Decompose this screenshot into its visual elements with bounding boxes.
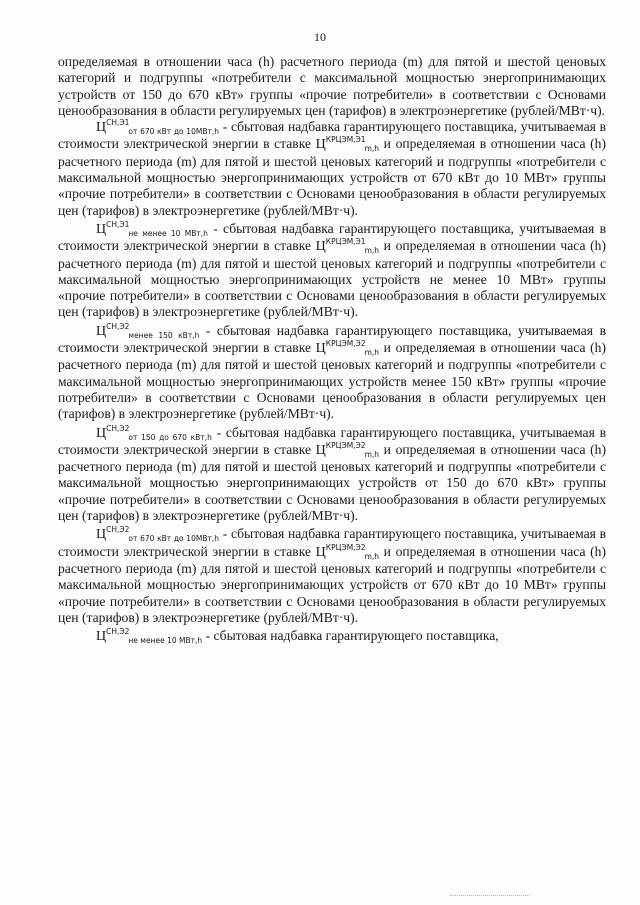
definition-text-cont: и определяемая в отношении часа (h) расчетного периода (m) для пятой и шестой ценовых категорий и подгруппы «потребители с максимальной мощностью энергопринимающих устройств от 150 до 670 кВт» группы «прочие потребители» в соответствии с Основами ценообразования в области регулируемых цен (тарифов) в электроэнергетике (рублей/МВт·ч). <box>58 441 606 524</box>
definition-paragraph <box>58 119 606 219</box>
formula-symbol: $Ц^{СН,Э2}_{не менее 10 МВт,h}$ <box>96 627 203 646</box>
rate-symbol: $Ц^{КРЦЭМ,Э2}_{m,h}$ <box>315 339 380 358</box>
definition-text-cont: и определяемая в отношении часа (h) расчетного периода (m) для пятой и шестой ценовых категорий и подгруппы «потребители с максимальной мощностью энергопринимающих устройств не менее 10 МВт» группы «прочие потребители» в соответствии с Основами ценообразования в области регулируемых цен (тарифов) в электроэнергетике (рублей/МВт·ч). <box>58 238 606 320</box>
paragraph-continuation <box>58 54 606 119</box>
rate-symbol: $Ц^{КРЦЭМ,Э1}_{m,h}$ <box>315 135 380 154</box>
rate-symbol: $Ц^{КРЦЭМ,Э1}_{m,h}$ <box>315 237 380 256</box>
definition-text: - сбытовая надбавка гарантирующего поставщика, <box>205 628 499 644</box>
definition-text: - сбытовая надбавка гарантирующего поставщика, учитываемая в стоимости электрической энергии в ставке <box>58 322 606 356</box>
definition-text: - сбытовая надбавка гарантирующего поставщика, учитываемая в стоимости электрической энергии в ставке <box>58 526 607 559</box>
formula-symbol: $Ц^{СН,Э1}_{не менее 10 МВт,h}$ <box>96 219 208 238</box>
definition-paragraph <box>58 221 606 321</box>
scan-artifact <box>450 895 530 899</box>
definition-paragraph <box>58 425 606 525</box>
definition-paragraph <box>58 526 606 626</box>
page-number: 10 <box>314 30 326 44</box>
paragraph-text: определяемая в отношении часа (h) расчетного периода (m) для пятой и шестой ценовых категорий и подгруппы «потребители с максимальной мощностью энергопринимающих устройств от 150 до 670 кВт» группы «прочие потребители» в соответствии с Основами ценообразования в области регулируемых цен (тарифов) в электроэнергетике (рублей/МВт·ч). <box>58 54 606 118</box>
rate-symbol: $Ц^{КРЦЭМ,Э2}_{m,h}$ <box>315 440 380 459</box>
formula-symbol: $Ц^{СН,Э2}_{от 670 кВт до 10МВт,h}$ <box>96 525 219 544</box>
definition-text: - сбытовая надбавка гарантирующего поставщика, учитываемая в стоимости электрической энергии в ставке <box>58 424 607 457</box>
definition-paragraph <box>58 628 606 645</box>
rate-symbol: $Ц^{КРЦЭМ,Э2}_{m,h}$ <box>315 542 380 561</box>
definition-text: - сбытовая надбавка гарантирующего поставщика, учитываемая в стоимости электрической энергии в ставке <box>58 220 607 254</box>
definition-paragraph <box>58 323 606 423</box>
definition-text-cont: и определяемая в отношении часа (h) расчетного периода (m) для пятой и шестой ценовых категорий и подгруппы «потребители с максимальной мощностью энергопринимающих устройств от 670 кВт до 10 МВт» группы «прочие потребители» в соответствии с Основами ценообразования в области регулируемых цен (тарифов) в электроэнергетике (рублей/МВт·ч). <box>58 543 606 625</box>
definition-text-cont: и определяемая в отношении часа (h) расчетного периода (m) для пятой и шестой ценовых категорий и подгруппы «потребители с максимальной мощностью энергопринимающих устройств от 670 кВт до 10 МВт» группы «прочие потребители» в соответствии с Основами ценообразования в области регулируемых цен (тарифов) в электроэнергетике (рублей/МВт·ч). <box>58 136 606 218</box>
document-body <box>58 54 606 645</box>
formula-symbol: $Ц^{СН,Э2}_{от 150 до 670 кВт,h}$ <box>96 423 212 442</box>
definition-text: - сбытовая надбавка гарантирующего поставщика, учитываемая в стоимости электрической энергии в ставке <box>58 119 607 152</box>
formula-symbol: $Ц^{СН,Э2}_{менее 150 кВт,h}$ <box>96 321 200 340</box>
formula-symbol: $Ц^{СН,Э1}_{от 670 кВт до 10МВт,h}$ <box>96 118 219 137</box>
definition-text-cont: и определяемая в отношении часа (h) расчетного периода (m) для пятой и шестой ценовых категорий и подгруппы «потребители с максимальной мощностью энергопринимающих устройств менее 150 кВт» группы «прочие потребители» в соответствии с Основами ценообразования в области регулируемых цен (тарифов) в электроэнергетике (рублей/МВт·ч). <box>58 340 606 422</box>
